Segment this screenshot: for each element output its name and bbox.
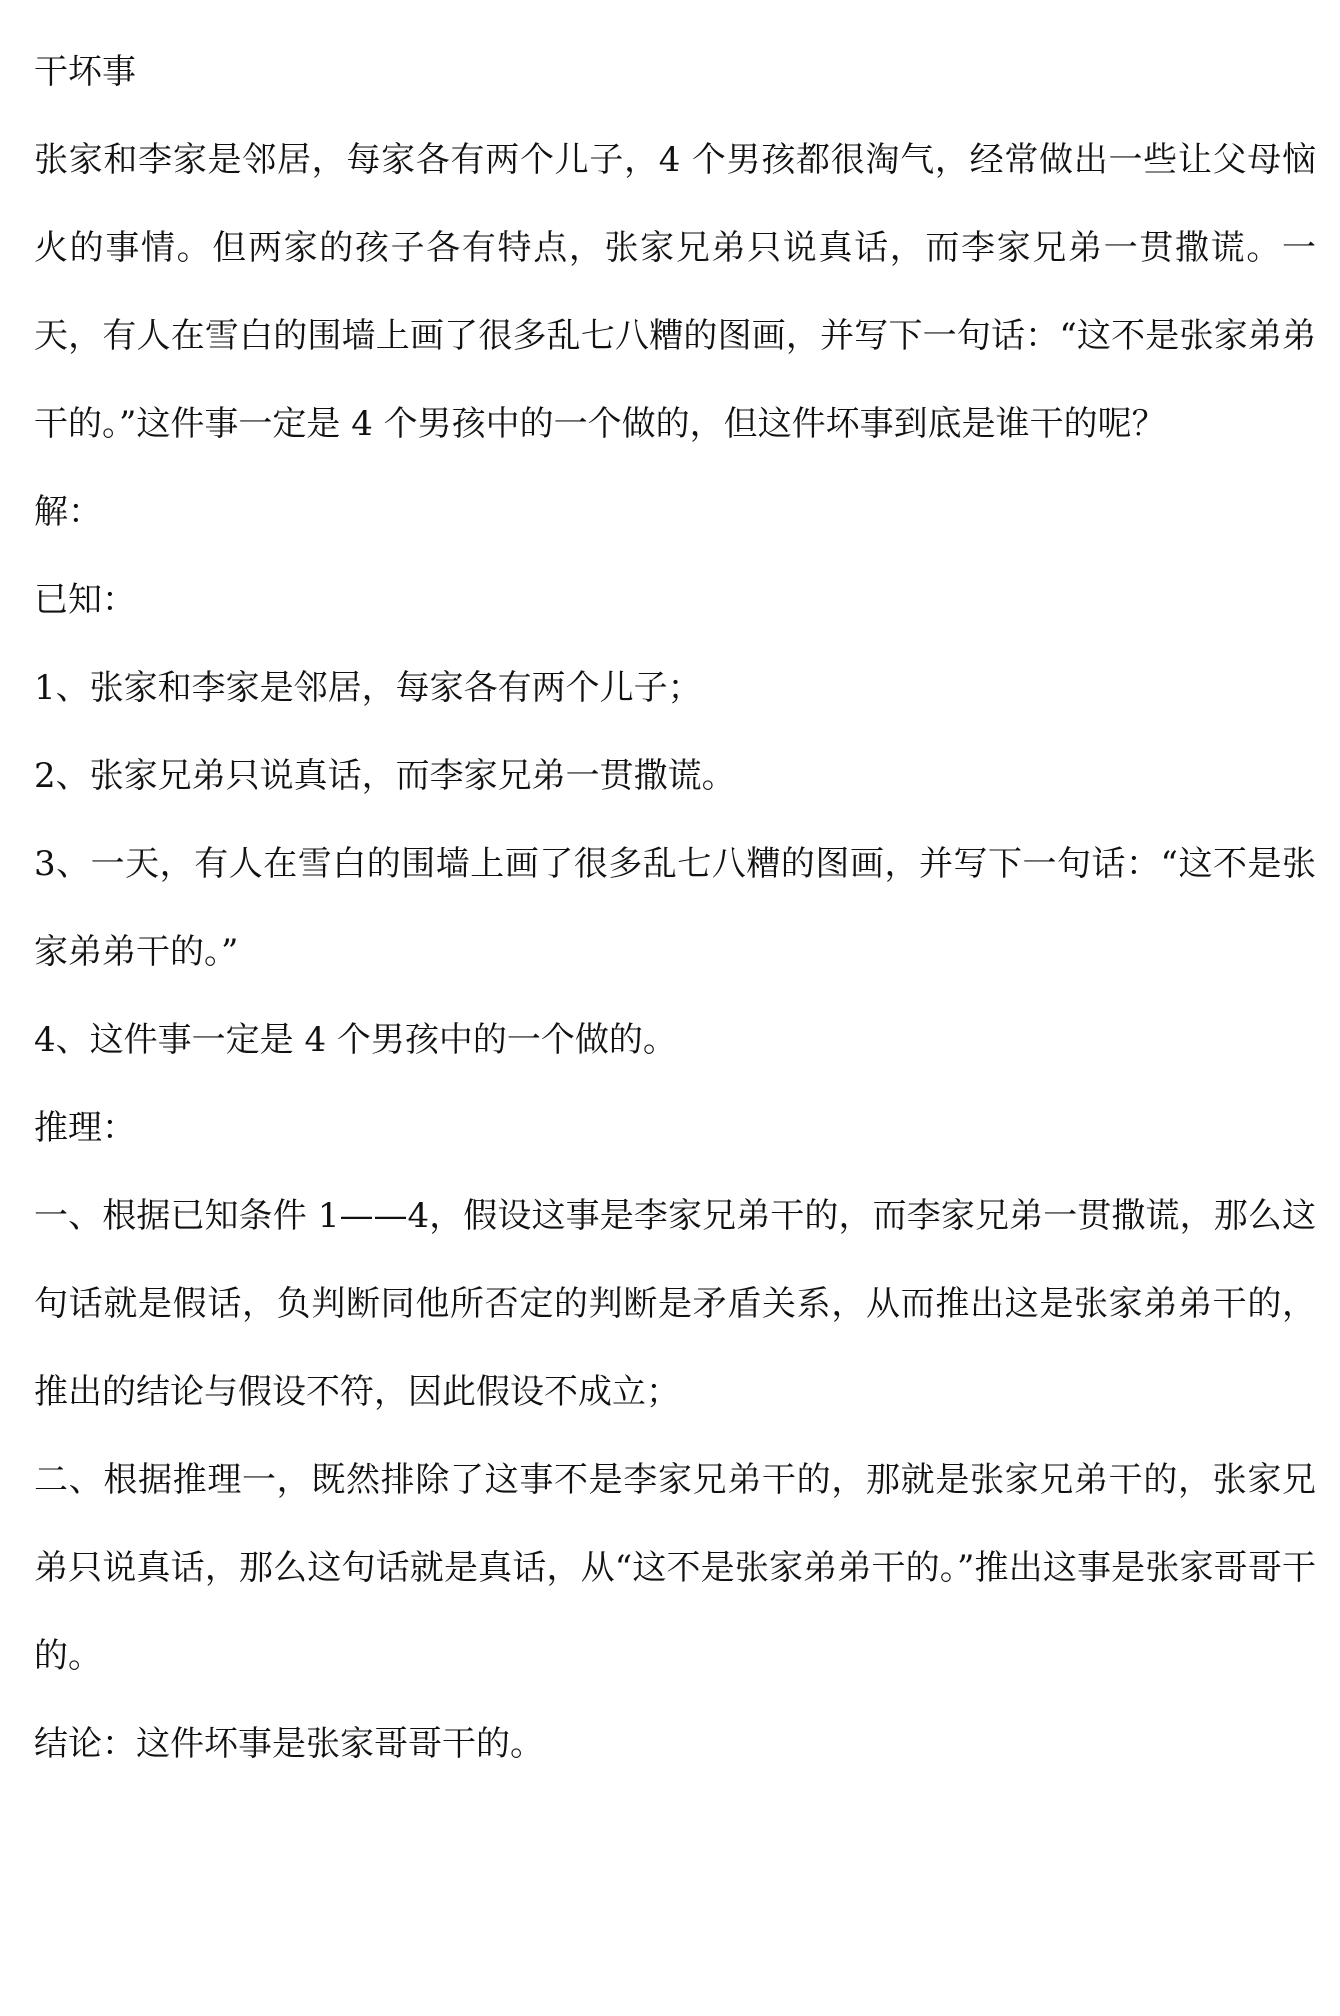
problem-paragraph: 张家和李家是邻居，每家各有两个儿子，4 个男孩都很淘气，经常做出一些让父母恼火的事情。但两家的孩子各有特点，张家兄弟只说真话，而李家兄弟一贯撒谎。一天，有人在雪白的围墙上画了很多乱七八糟的图画，并写下一句话：“这不是张家弟弟干的。”这件事一定是 4 个男孩中的一个做的，但这件坏事到底是谁干的呢？	[34, 140, 1316, 444]
reasoning-step-1: 一、根据已知条件 1——4，假设这事是李家兄弟干的，而李家兄弟一贯撒谎，那么这句话就是假话，负判断同他所否定的判断是矛盾关系，从而推出这是张家弟弟干的，推出的结论与假设不符，因此假设不成立；	[34, 1196, 1316, 1412]
document-page	[34, 28, 1316, 1788]
known-item-1: 1、张家和李家是邻居，每家各有两个儿子；	[34, 668, 702, 708]
known-item-2: 2、张家兄弟只说真话，而李家兄弟一贯撒谎。	[34, 756, 736, 796]
solution-label: 解：	[34, 492, 102, 532]
reasoning-step-2: 二、根据推理一，既然排除了这事不是李家兄弟干的，那就是张家兄弟干的，张家兄弟只说真话，那么这句话就是真话，从“这不是张家弟弟干的。”推出这事是张家哥哥干的。	[34, 1460, 1316, 1676]
reasoning-label: 推理：	[34, 1108, 136, 1148]
known-label: 已知：	[34, 580, 136, 620]
known-item-3: 3、一天，有人在雪白的围墙上画了很多乱七八糟的图画，并写下一句话：“这不是张家弟弟干的。”	[34, 844, 1316, 972]
known-item-4: 4、这件事一定是 4 个男孩中的一个做的。	[34, 1020, 677, 1060]
document-title: 干坏事	[34, 52, 136, 92]
conclusion-paragraph: 结论：这件坏事是张家哥哥干的。	[34, 1724, 544, 1764]
